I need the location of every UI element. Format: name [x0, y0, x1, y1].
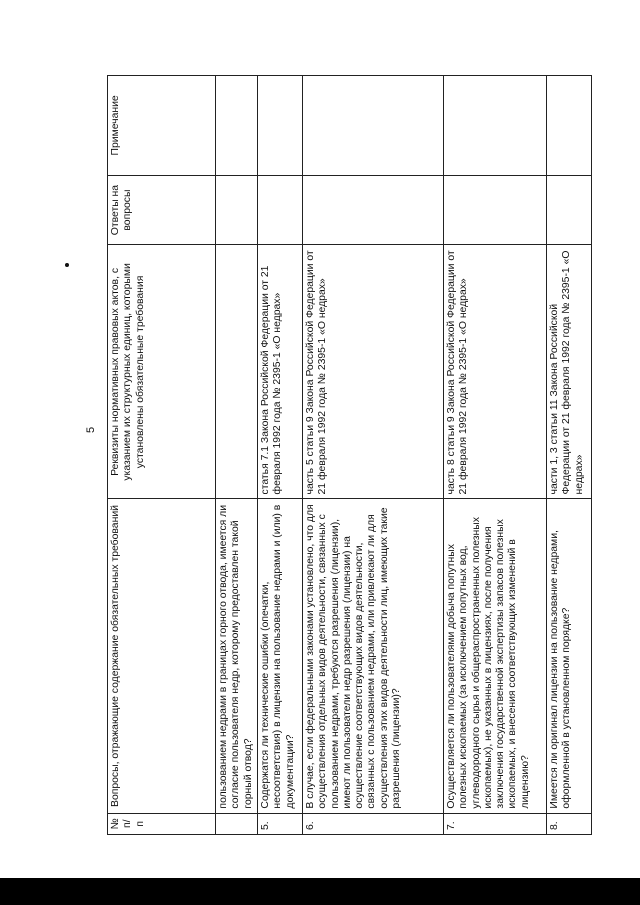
row-requisites: части 1, 3 статьи 11 Закона Российской Федерации от 21 февраля 1992 года № 2395-1 «О недрах» [547, 245, 592, 499]
row-question: Содержатся ли технические ошибки (опечатки, несоответствия) в лицензии на пользование недрами и (или) в документации? [258, 499, 303, 813]
row-answer [303, 175, 444, 245]
header-num: № п/п [108, 813, 216, 834]
table-row [444, 76, 547, 835]
row-num: 6. [303, 813, 444, 834]
table-row [258, 76, 303, 835]
row-num [216, 813, 258, 834]
row-answer [547, 175, 592, 245]
row-note [258, 76, 303, 176]
row-num: 8. [547, 813, 592, 834]
row-requisites [216, 245, 258, 499]
table-row [303, 76, 444, 835]
row-num: 5. [258, 813, 303, 834]
ink-dot [65, 263, 69, 267]
row-note [444, 76, 547, 176]
header-answers: Ответы на вопросы [108, 175, 216, 245]
header-question: Вопросы, отражающие содержание обязательных требований [108, 499, 216, 813]
row-note [547, 76, 592, 176]
row-requisites: часть 8 статьи 9 Закона Российской Федерации от 21 февраля 1992 года № 2395-1 «О недрах» [444, 245, 547, 499]
row-question: пользованием недрами в границах горного отвода, имеется ли согласие пользователя недр, которому предоставлен такой горный отвод? [216, 499, 258, 813]
table-header-row [108, 76, 216, 835]
row-question: Имеется ли оригинал лицензии на пользование недрами, оформленной в установленном порядке? [547, 499, 592, 813]
requirements-table [107, 75, 592, 835]
table-row [216, 76, 258, 835]
header-requisites: Реквизиты нормативных правовых актов, с указанием их структурных единиц, которыми установлены обязательные требования [108, 245, 216, 499]
row-answer [444, 175, 547, 245]
header-note: Примечание [108, 76, 216, 176]
table-row [547, 76, 592, 835]
scan-bottom-edge [0, 878, 640, 905]
row-num: 7. [444, 813, 547, 834]
row-requisites: статья 7.1 Закона Российской Федерации от 21 февраля 1992 года № 2395-1 «О недрах» [258, 245, 303, 499]
row-note [216, 76, 258, 176]
rotated-content [85, 75, 632, 835]
row-answer [258, 175, 303, 245]
row-requisites: часть 5 статьи 9 Закона Российской Федерации от 21 февраля 1992 года № 2395-1 «О недрах» [303, 245, 444, 499]
row-question: В случае, если федеральными законами установлено, что для осуществления отдельных видов деятельности, связанных с пользованием недрами, требуются разрешения (лицензии), имеют ли пользователи недр разрешения (лицензии) на осуществление соответствующих видов деятельности, связанных с пользованием недрами, или привлекают ли для осуществления этих видов деятельности лиц, имеющих такие разрешения (лицензии)? [303, 499, 444, 813]
row-question: Осуществляется ли пользователями добыча попутных полезных ископаемых (за исключением попутных вод, углеводородного сырья и общераспространенных полезных ископаемых), не указанных в лицензиях, после получения заключения государственной экспертизы запасов полезных ископаемых, и внесения соответствующих изменений в лицензию? [444, 499, 547, 813]
row-note [303, 76, 444, 176]
page-number: 5 [85, 426, 97, 433]
row-answer [216, 175, 258, 245]
